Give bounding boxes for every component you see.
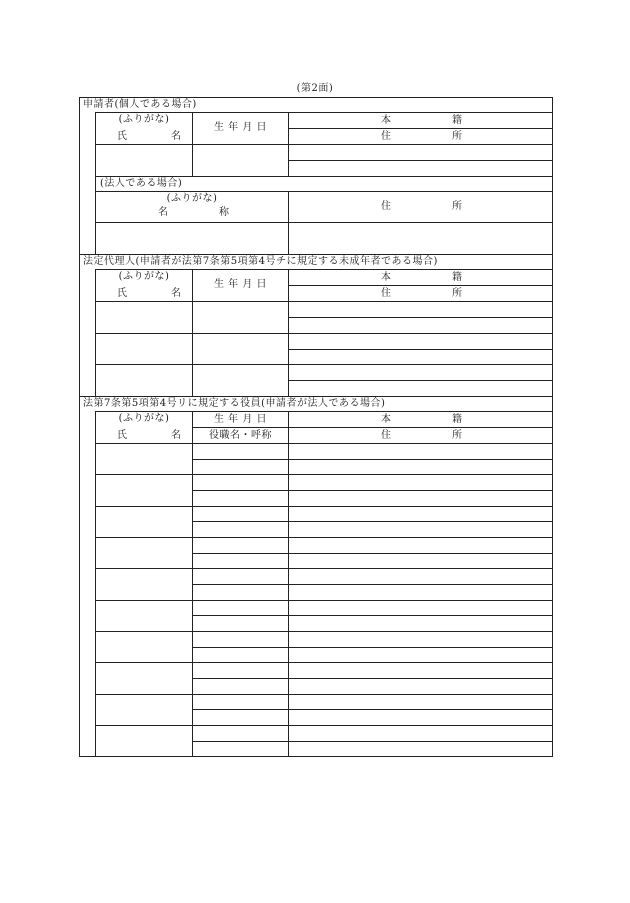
officers-birth-label: 生 年 月 日 [213, 414, 268, 425]
applicant-header-bottom [95, 144, 553, 145]
officer-row-8-mid [192, 678, 553, 679]
officers-header-top [95, 411, 553, 412]
corp-name-label-b: 称 [219, 207, 230, 218]
applicant-honseki-label-a: 本 [381, 115, 392, 126]
officer-row-3-bottom [95, 537, 553, 538]
legal-rep-furigana-label: (ふりがな) [118, 271, 170, 282]
officers-address-label-b: 所 [452, 430, 463, 441]
legal-rep-honseki-label-b: 籍 [452, 272, 463, 283]
frame-left [79, 97, 80, 757]
officer-row-7-bottom [95, 662, 553, 663]
applicant-row-divider [288, 160, 553, 161]
officer-row-1-mid [192, 459, 553, 460]
legal-rep-row-3-mid [288, 380, 553, 381]
officers-address-label-a: 住 [381, 430, 392, 441]
officer-row-6-bottom [95, 631, 553, 632]
corp-address-label-b: 所 [452, 201, 463, 212]
officers-furigana-label: (ふりがな) [118, 413, 170, 424]
officer-row-4-bottom [95, 568, 553, 569]
legal-rep-heading: 法定代理人(申請者が法第7条第5項第4号チに規定する未成年者である場合) [83, 256, 438, 267]
officers-heading: 法第7条第5項第4号リに規定する役員(申請者が法人である場合) [83, 398, 386, 409]
legal-rep-birth-label: 生 年 月 日 [213, 279, 268, 290]
officer-row-7-mid [192, 647, 553, 648]
officers-honseki-label-b: 籍 [452, 414, 463, 425]
frame-bottom [79, 756, 553, 757]
officer-row-2-mid [192, 490, 553, 491]
applicant-person-bottom [95, 176, 553, 177]
legal-rep-row-2-bottom [95, 364, 553, 365]
applicant-indent-line [95, 112, 96, 254]
legal-rep-row-2-mid [288, 349, 553, 350]
corp-address-label-a: 住 [381, 201, 392, 212]
applicant-address-label-b: 所 [452, 131, 463, 142]
officer-row-10-mid [192, 741, 553, 742]
legal-rep-honseki-label-a: 本 [381, 272, 392, 283]
officer-row-6-mid [192, 615, 553, 616]
applicant-corp-heading: (法人である場合) [100, 178, 183, 189]
section-2-bottom [79, 396, 553, 397]
corp-name-label-a: 名 [158, 207, 169, 218]
applicant-honseki-label-b: 籍 [452, 115, 463, 126]
corp-header-top [95, 191, 553, 192]
officer-row-5-mid [192, 584, 553, 585]
page-label: (第2面) [296, 83, 334, 94]
officers-name-label-b: 名 [171, 430, 182, 441]
officers-header-bottom [95, 443, 553, 444]
legal-rep-header-top [95, 269, 553, 270]
legal-rep-address-label-b: 所 [452, 288, 463, 299]
applicant-heading: 申請者(個人である場合) [83, 99, 197, 110]
frame-top [79, 97, 553, 98]
applicant-birth-label: 生 年 月 日 [213, 122, 268, 133]
legal-rep-address-label-a: 住 [381, 288, 392, 299]
applicant-furigana-label: (ふりがな) [118, 114, 170, 125]
officer-row-9-mid [192, 709, 553, 710]
officers-title-label: 役職名・呼称 [209, 430, 272, 441]
applicant-address-label-a: 住 [381, 131, 392, 142]
applicant-honseki-divider [288, 128, 553, 129]
legal-rep-name-label-a: 氏 [117, 288, 128, 299]
legal-rep-row-1-mid [288, 317, 553, 318]
applicant-name-label-b: 名 [171, 131, 182, 142]
officers-name-label-a: 氏 [117, 430, 128, 441]
officer-row-5-bottom [95, 600, 553, 601]
legal-rep-name-label-b: 名 [171, 288, 182, 299]
legal-rep-row-1-bottom [95, 333, 553, 334]
officers-indent-line [95, 411, 96, 757]
officer-row-1-bottom [95, 474, 553, 475]
officers-header-mid [192, 427, 553, 428]
legal-rep-honseki-divider [288, 285, 553, 286]
officers-honseki-label-a: 本 [381, 414, 392, 425]
officer-row-9-bottom [95, 725, 553, 726]
corp-furigana-label: (ふりがな) [166, 193, 218, 204]
officer-row-8-bottom [95, 694, 553, 695]
corp-header-bottom [95, 222, 553, 223]
applicant-name-label-a: 氏 [117, 131, 128, 142]
applicant-header-top [95, 112, 553, 113]
section-1-bottom [79, 254, 553, 255]
officer-row-4-mid [192, 553, 553, 554]
legal-rep-header-bottom [95, 301, 553, 302]
officer-row-3-mid [192, 521, 553, 522]
officer-row-2-bottom [95, 506, 553, 507]
